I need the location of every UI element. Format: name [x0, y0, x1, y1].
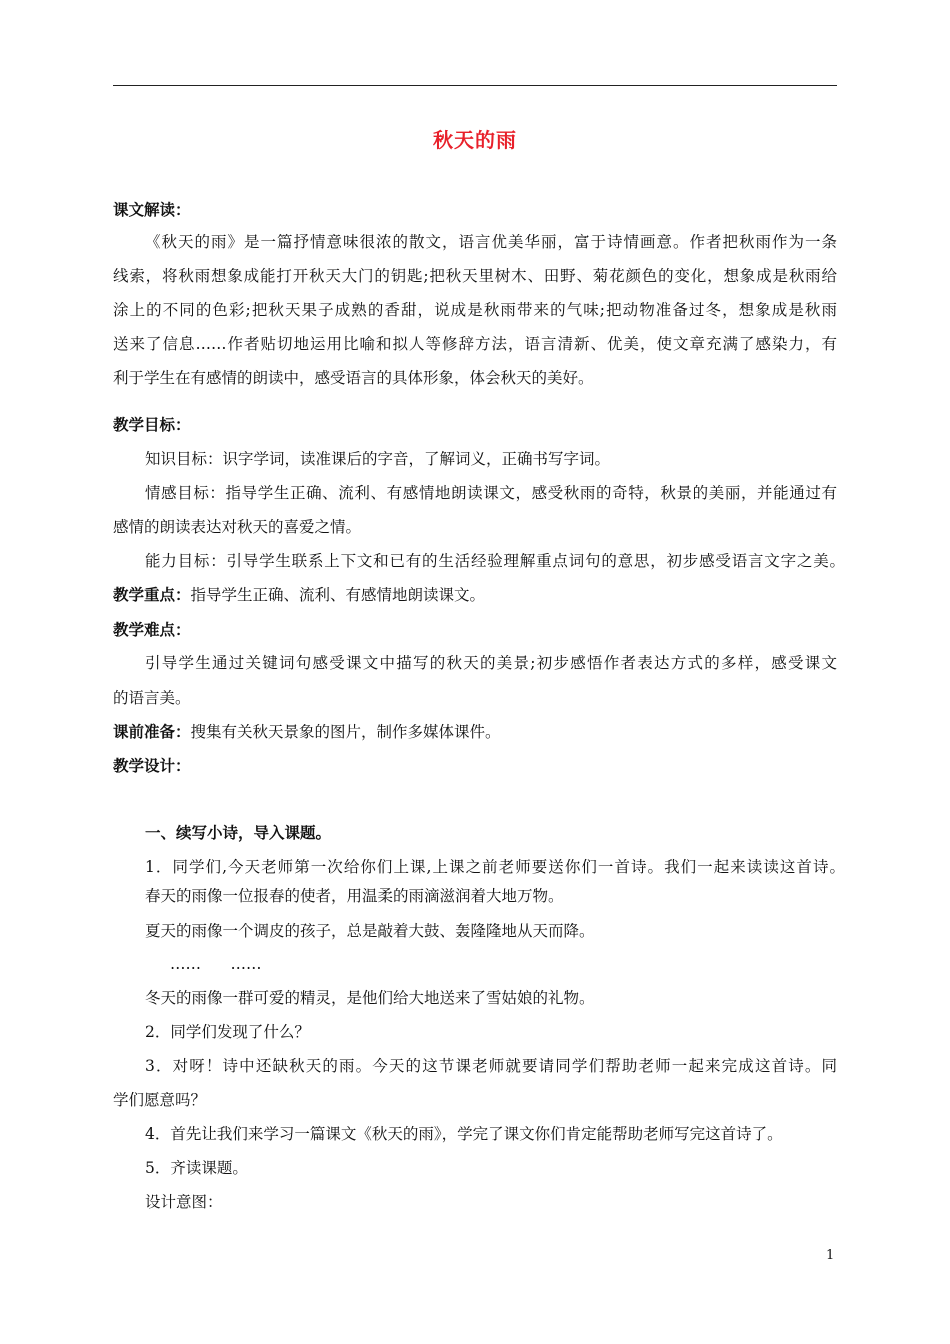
- part1-item: 2．同学们发现了什么？: [145, 1023, 310, 1041]
- key-point: [113, 584, 485, 606]
- design-heading: 教学设计：: [113, 757, 191, 775]
- difficulty-line: 的语言美。: [113, 689, 191, 707]
- poem-ellipsis: …… ……: [170, 955, 262, 973]
- poem-line: 夏天的雨像一个调皮的孩子，总是敲着大鼓、轰隆隆地从天而降。: [145, 922, 595, 940]
- intro-line: 送来了信息……作者贴切地运用比喻和拟人等修辞方法，语言清新、优美，使文章充满了感染力，有: [113, 335, 837, 353]
- prep-heading: 课前准备：: [113, 723, 191, 741]
- preparation: [113, 721, 501, 743]
- part1-item: 5．齐读课题。: [145, 1159, 248, 1177]
- goal-ability: 能力目标：引导学生联系上下文和已有的生活经验理解重点词句的意思，初步感受语言文字之美。: [145, 552, 845, 570]
- intro-line: 利于学生在有感情的朗读中，感受语言的具体形象，体会秋天的美好。: [113, 369, 594, 387]
- part1-item-cont: 学们愿意吗？: [113, 1091, 207, 1109]
- intro-line: 涂上的不同的色彩;把秋天果子成熟的香甜，说成是秋雨带来的气味;把动物准备过冬，想象成是秋雨: [113, 301, 837, 319]
- prep-text: 搜集有关秋天景象的图片，制作多媒体课件。: [190, 723, 501, 741]
- part1-item: 4．首先让我们来学习一篇课文《秋天的雨》，学完了课文你们肯定能帮助老师写完这首诗了。: [145, 1125, 783, 1143]
- page-title: 秋天的雨: [433, 128, 517, 152]
- part1-item: 3．对呀！诗中还缺秋天的雨。今天的这节课老师就要请同学们帮助老师一起来完成这首诗。同: [145, 1057, 837, 1075]
- goal-emotion-cont: 感情的朗读表达对秋天的喜爱之情。: [113, 518, 362, 536]
- goal-knowledge: 知识目标：识字学词，读准课后的字音，了解词义，正确书写字词。: [145, 450, 611, 468]
- part1-item: 1．同学们,今天老师第一次给你们上课,上课之前老师要送你们一首诗。我们一起来读读这首诗。: [145, 858, 845, 876]
- difficulty-heading: 教学难点：: [113, 621, 191, 639]
- poem-line: 冬天的雨像一群可爱的精灵，是他们给大地送来了雪姑娘的礼物。: [145, 989, 595, 1007]
- goals-heading: 教学目标：: [113, 416, 191, 434]
- difficulty-line: 引导学生通过关键词句感受课文中描写的秋天的美景;初步感悟作者表达方式的多样，感受课文: [145, 654, 837, 672]
- intro-line: 《秋天的雨》是一篇抒情意味很浓的散文，语言优美华丽，富于诗情画意。作者把秋雨作为一条: [145, 233, 837, 251]
- poem-line: 春天的雨像一位报春的使者，用温柔的雨滴滋润着大地万物。: [145, 887, 564, 905]
- design-intent: 设计意图：: [145, 1193, 223, 1211]
- intro-heading: 课文解读：: [113, 201, 191, 219]
- intro-line: 线索，将秋雨想象成能打开秋天大门的钥匙;把秋天里树木、田野、菊花颜色的变化，想象成是秋雨给: [113, 267, 837, 285]
- header-rule: [113, 85, 837, 86]
- key-heading: 教学重点：: [113, 586, 191, 604]
- page-number: 1: [826, 1248, 835, 1263]
- key-text: 指导学生正确、流利、有感情地朗读课文。: [190, 586, 486, 604]
- part1-heading: 一、续写小诗，导入课题。: [145, 824, 332, 842]
- goal-emotion: 情感目标：指导学生正确、流利、有感情地朗读课文，感受秋雨的奇特，秋景的美丽，并能通过有: [145, 484, 837, 502]
